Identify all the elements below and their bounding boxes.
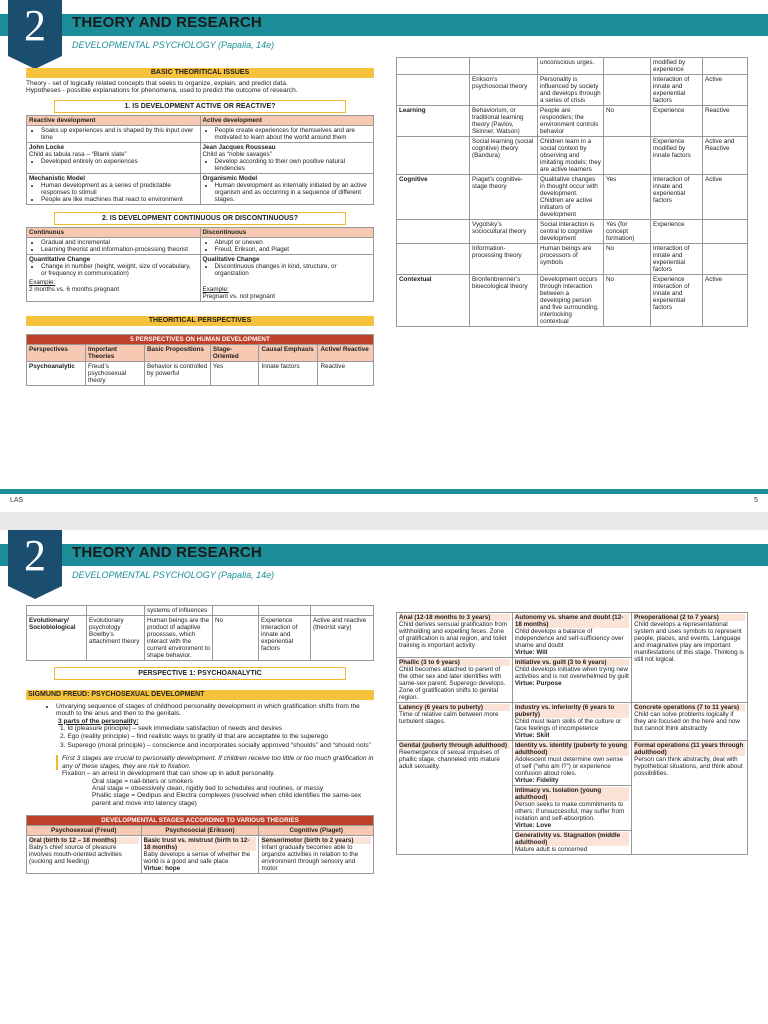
quantitative-example-label: Example: [29,278,56,286]
table-row: Oral (birth to 12 – 18 months) Baby’s chief source of pleasure involves mouth-oriented activities (sucking and feeding) Basic trust vs. mistrust (birth to 12-18 months) Baby develops a sense of whether the world is a good and safe place Virtue: hope Sensorimotor (birth to 2 years) Infant gradually becomes able to organize activities in relation to the environment through sensory and motor [27,836,374,874]
anal-heading: Anal (12-18 months to 3 years) [399,614,510,621]
table-cell-perspective: Evolutionary/ Sociobiological [27,616,87,661]
continuous-point-1: • Gradual and incremental [41,239,198,246]
table-row: Psychoanalytic Freud’s psychosexual theory Behavior is controlled by powerful Yes Innate factors Reactive [27,361,374,385]
oral-stage-text: Oral stage = nail-biters or smokers [92,777,193,785]
quantitative-point: • Change in number (height, weight, size of vocabulary, or frequency in communication) [41,263,198,277]
mechanistic-point-1: • Human development as a series of predictable responses to stimuli [41,182,198,196]
personality-parts-heading: 3 parts of the personality: [58,717,139,725]
preoperational-heading: Preoperational (2 to 7 years) [634,614,745,621]
table-row [397,58,748,75]
table-cell: Development occurs through interaction between a developing person and five surrounding, interlocking contextual [538,275,604,327]
reactive-heading: Reactive development [27,115,201,125]
table-row [397,244,748,275]
stages-continued-table: Anal (12-18 months to 3 years) Child derives sensual gratification from withholding and expelling feces. Zone of gratification is anal region, and toilet training is important activity Autonomy vs. shame and doubt (12-18 months) Child develops a balance of independence and self-sufficiency over shame and doubt Virtue: Will Preoperational (2 to 7 years) Child develops a representational system and uses symbols to represent people, places, and events. Language and imaginative play are important manifestations of this stage. Thinking is still not logical. Phallic (3 to 6 years) Child becomes attached to parent of the other sex and later identifies with same-sex parent. Superego develops. Zone of gratification shifts to genital region. Initiative vs. guilt (3 to 6 years) Child develops initiative when trying new activities and is not overwhelmed by guilt Virtue: Purpose Latency (6 years to puberty) Time of relative calm between more turbulent stages. Industry vs. inferiority (6 years to puberty) Child must learn skills of the culture or face feelings of incompetence Virtue: Skill Concrete operations (7 to 11 years) Child can solve problems logically if they are focused on the here and now but cannot think abstractly Genital (puberty through adulthood) Reemergence of sexual impulses of phallic stage, channeled into mature adult sexuality. Identity vs. identity (puberty to young adulthood) Adolescent must determine own sense of self (“who am I?”) or experience confusion about roles. Virtue: Fidelity Formal operations (11 years through adulthood) Person can think abstractly, deal with hypothetical situations, and think about possibilities. Intimacy vs. Isolation (young adulthood) Person seeks to make commitments to others; if unsuccessful, may suffer from isolation and self-absorption. Virtue: Love Generativity vs. Stagnation (middle adulthood) Mature adult is concerned [396,612,748,855]
table-cell [703,58,748,75]
col-causal: Causal Emphasis [259,344,318,361]
table-cell: Piaget’s cognitive-stage theory [470,175,538,220]
locke-text: Child as tabula rasa – “Blank slate” [29,150,127,158]
question-2-heading: 2. IS DEVELOPMENT CONTINUOUS OR DISCONTINUOUS? [54,212,346,225]
discontinuous-point-2: • Freud, Erikson, and Piaget [215,246,372,253]
autonomy-heading: Autonomy vs. shame and doubt (12-18 months) [515,614,629,628]
qualitative-point: • Discontinuous changes in kind, structure, or organization [215,263,372,277]
table-cell [604,58,651,75]
table-cell: People are responders; the environment controls behavior [538,106,604,137]
table-row [397,275,748,327]
hypotheses-definition: Hypotheses - possible explanations for phenomena, used to predict the outcome of research. [26,87,298,95]
table-row [397,175,748,220]
table-cell: Erikson’s psychosocial theory [470,75,538,106]
developmental-stages-heading: DEVELOPMENTAL STAGES ACCORDING TO VARIOUS THEORIES [27,816,374,826]
quantitative-example: 2 months vs. 6 months pregnant [29,285,119,293]
col-piaget: Cognitive (Piaget) [259,826,374,836]
table-row [27,616,374,661]
table-cell: Experience [651,220,703,244]
qualitative-heading: Qualitative Change [202,255,260,263]
qualitative-example-label: Example: [202,285,229,293]
table-cell: Social learning (social cognitive) theory (Bandura) [470,137,538,175]
table-cell: Human beings are the product of adaptive processes, which interact with the current environment to shape behavior. [145,616,213,661]
table-cell: Interaction of innate and experiential factors [651,175,703,220]
page-2 [0,530,768,1024]
rousseau-point: • Develop according to their own positive natural tendencies [215,158,372,172]
continuous-point-2: • Learning theorist and information-processing theorist [41,246,198,253]
table-cell: No [604,244,651,275]
discontinuous-heading: Discontinuous [200,227,374,237]
table-cell: Active and reactive (theorist vary) [311,616,374,661]
table-cell: Interaction of innate and experiential factors [651,75,703,106]
table-cell: Experience Interaction of innate and experiential factors [651,275,703,327]
table-cell-perspective: Cognitive [397,175,470,220]
phallic-stage-text: Phallic stage = Oedipus and Electra complexes (resolved when child identifies the same-sex parent and move into latency stage) [92,792,362,807]
continuous-table [26,227,374,302]
table-cell: modified by experience [651,58,703,75]
organismic-heading: Organismic Model [202,174,258,182]
page-gap [0,512,768,530]
evolutionary-table [26,605,374,661]
table-cell [259,606,311,616]
active-reactive-table [26,115,374,205]
footer-page-number: 5 [754,497,758,504]
table-cell-perspective [397,137,470,175]
col-theories: Important Theories [85,344,144,361]
reactive-text: • Soaks up experiences and is shaped by this input over time [41,127,198,141]
perspectives-table-left [26,334,374,386]
page-title: THEORY AND RESEARCH [72,544,262,561]
intimacy-heading: Intimacy vs. Isolation (young adulthood) [515,787,629,801]
table-row [397,220,748,244]
table-cell: Children learn in a social context by observing and imitating models; they are active learners [538,137,604,175]
formal-heading: Formal operations (11 years through adulthood) [634,742,744,756]
mechanistic-point-2: • People are like machines that react to environment [41,196,198,203]
table-cell: Active [703,75,748,106]
discontinuous-point-1: • Abrupt or uneven [215,239,372,246]
page-subtitle: DEVELOPMENTAL PSYCHOLOGY (Papalia, 14e) [72,570,275,580]
perspective-1-heading: PERSPECTIVE 1: PSYCHOANALYTIC [54,667,346,680]
table-cell-perspective: Contextual [397,275,470,327]
table-cell [703,220,748,244]
table-cell-perspective [397,75,470,106]
id-text: 1. Id (pleasure principle) – seek immediate satisfaction of needs and desires [60,725,283,733]
col-freud: Psychosexual (Freud) [27,826,142,836]
table-cell-perspective [397,244,470,275]
latency-heading: Latency (6 years to puberty) [399,704,510,711]
continuous-heading: Continuous [27,227,201,237]
locke-point: • Developed entirely on experiences [41,158,198,165]
table-cell-perspective [397,58,470,75]
ego-text: 2. Ego (reality principle) – find realistic ways to gratify id that are acceptable to the superego [60,732,328,740]
table-cell: Vygotsky’s sociocultural theory [470,220,538,244]
table-cell: Experience modified by innate factors [651,137,703,175]
table-cell: Bronfenbrenner’s bioecological theory [470,275,538,327]
rousseau-heading: Jean Jacques Rousseau [202,143,276,151]
table-cell: Personality is influenced by society and develops through a series of crisis [538,75,604,106]
col-active: Active/ Reactive [318,344,374,361]
identity-heading: Identity vs. identity (puberty to young adulthood) [515,742,629,756]
fixation-text: Fixation – an arrest in development that can show up in adult personality. [62,770,275,778]
table-cell: Experience Interaction of innate and experiential factors [259,616,311,661]
table-row [397,75,748,106]
table-cell: Active and Reactive [703,137,748,175]
mechanistic-heading: Mechanistic Model [29,174,85,182]
table-row [397,137,748,175]
col-perspectives: Perspectives [27,344,86,361]
table-row [27,606,374,616]
table-cell: Information-processing theory [470,244,538,275]
table-cell: Experience [651,106,703,137]
five-perspectives-heading: 5 PERSPECTIVES ON HUMAN DEVELOPMENT [27,334,374,344]
table-cell: Qualitative changes in thought occur with development. Children are active initiators of development [538,175,604,220]
superego-text: 3. Superego (moral principle) – conscience and incorporates socially approved “shoulds” and “should nots” [60,742,371,750]
table-cell: Yes (for concept formation) [604,220,651,244]
col-erikson: Psychosocial (Erikson) [141,826,259,836]
rousseau-text: Child as “noble savages” [202,150,272,158]
table-cell: Yes [604,175,651,220]
anal-stage-text: Anal stage = obsessively clean, rigidly tied to schedules and routines, or messy [92,785,324,793]
table-cell-perspective [27,606,87,616]
table-cell: Social interaction is central to cognitive development [538,220,604,244]
table-cell [213,606,259,616]
first-stages-note: First 3 stages are crucial to personality development. If children receive too little or too much gratification in any of these stages, they are risk to fixation. [56,755,374,770]
chapter-badge: 2 [8,530,62,586]
table-cell: No [213,616,259,661]
active-heading: Active development [200,115,374,125]
table-cell: Evolutionary psychology Bowlby’s attachment theory [87,616,145,661]
chapter-badge: 2 [8,0,62,56]
basic-issues-heading: BASIC THEORITICAL ISSUES [26,68,374,78]
footer-left: LAS [10,497,24,504]
phallic-heading: Phallic (3 to 6 years) [399,659,510,666]
genital-heading: Genital (puberty through adulthood) [399,742,510,749]
table-cell: No [604,275,651,327]
page-title: THEORY AND RESEARCH [72,14,262,31]
table-cell-perspective [397,220,470,244]
organismic-point: • Human development as internally initiated by an active organism and as occurring in a sequence of different stages. [215,182,372,203]
table-cell: Interaction of innate and experiential factors [651,244,703,275]
concrete-heading: Concrete operations (7 to 11 years) [634,704,745,711]
qualitative-example: Pregnant vs. not pregnant [202,292,275,300]
table-cell [87,606,145,616]
active-text: • People create experiences for themselves and are motivated to learn about the world around them [215,127,372,141]
table-cell-perspective: Learning [397,106,470,137]
generativity-heading: Generativity vs. Stagnation (middle adulthood) [515,832,629,846]
table-cell [604,75,651,106]
col-stage: Stage-Oriented [210,344,259,361]
table-cell: unconscious urges. [538,58,604,75]
table-cell: No [604,106,651,137]
table-cell: Active [703,175,748,220]
table-cell [703,244,748,275]
table-cell [311,606,374,616]
table-cell: Active [703,275,748,327]
initiative-heading: Initiative vs. guilt (3 to 6 years) [515,659,629,666]
table-cell: Reactive [703,106,748,137]
theory-definition: Theory - set of logically related concepts that seeks to organize, explain, and predict data. [26,80,288,87]
freud-heading: SIGMUND FREUD: PSYCHOSEXUAL DEVELOPMENT [26,690,374,700]
page-subtitle: DEVELOPMENTAL PSYCHOLOGY (Papalia, 14e) [72,40,275,50]
table-cell [604,137,651,175]
table-cell [470,58,538,75]
table-cell: Behaviorism, or traditional learning theory (Pavlov, Skinner, Watson) [470,106,538,137]
freud-description: • Unvarying sequence of stages of childhood personality development in which gratification shifts from the mouth to the anus and then to the genitals. [56,703,374,718]
table-cell: systems of influences [145,606,213,616]
locke-heading: John Locke [29,143,64,151]
footer-bar [0,489,768,494]
theoretical-perspectives-heading: THEORITICAL PERSPECTIVES [26,316,374,326]
industry-heading: Industry vs. inferiority (6 years to puberty) [515,704,629,718]
col-propositions: Basic Propositions [144,344,210,361]
quantitative-heading: Quantitative Change [29,255,91,263]
question-1-heading: 1. IS DEVELOPMENT ACTIVE OR REACTIVE? [54,100,346,113]
perspectives-table-right [396,57,748,327]
developmental-stages-table [26,815,374,874]
table-cell: Human beings are processors of symbols [538,244,604,275]
table-row [397,106,748,137]
